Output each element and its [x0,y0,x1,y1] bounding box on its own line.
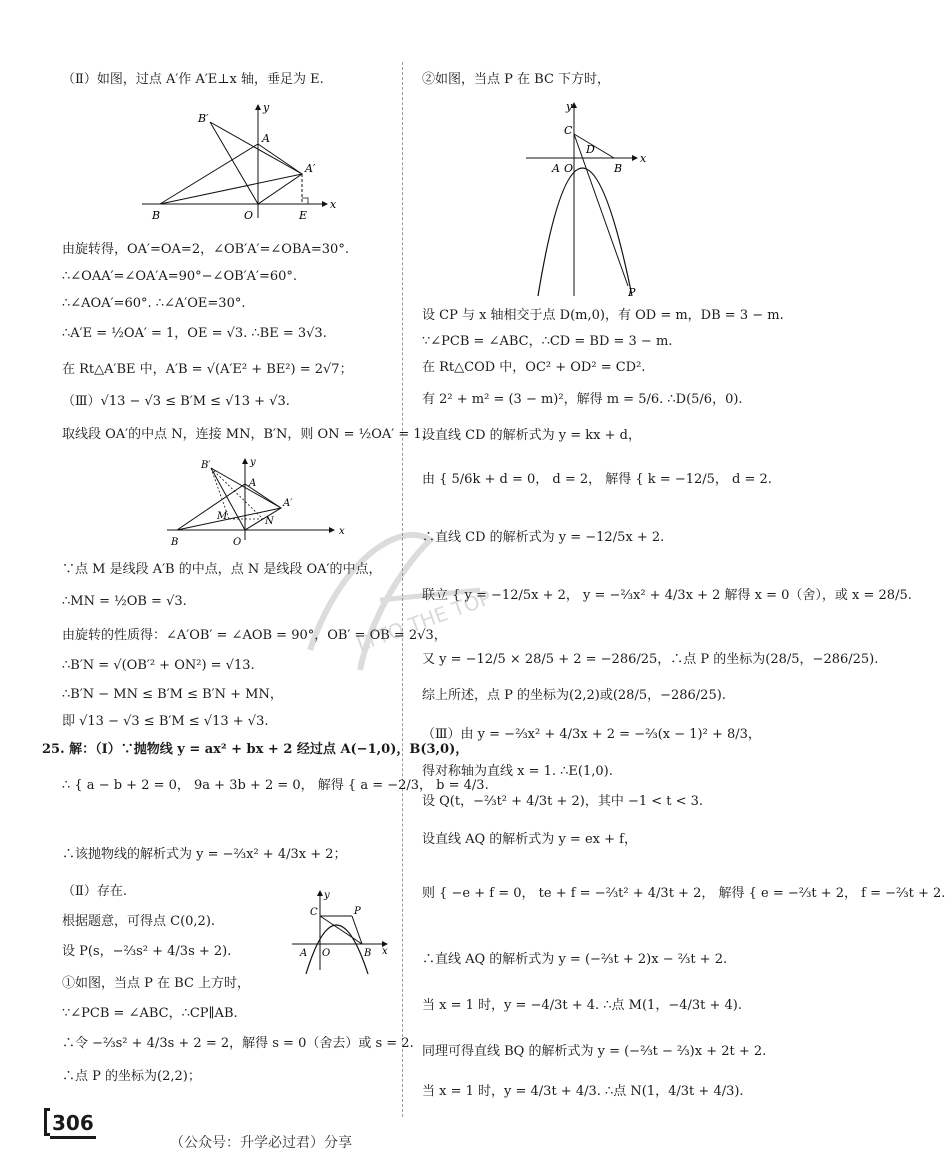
label-x: x [339,526,345,537]
text-line: 由旋转的性质得：∠A′OB′ = ∠AOB = 90°，OB′ = OB = 2√3， [62,628,447,643]
text-line: ①如图，当点 P 在 BC 上方时， [62,976,251,991]
text-line: 由旋转得，OA′=OA=2，∠OB′A′=∠OBA=30°. [62,242,349,257]
label-M: M [217,511,228,522]
label-A: A [249,478,257,489]
text-line: ∴该抛物线的解析式为 y = −⅔x² + 4/3x + 2； [62,847,347,862]
label-O: O [322,948,331,959]
text-line: （Ⅱ）如图，过点 A′作 A′E⊥x 轴，垂足为 E. [62,72,324,87]
text-line: ∵点 M 是线段 A′B 的中点，点 N 是线段 OA′的中点， [62,562,382,577]
text-line-system: 则 { −e + f = 0， te + f = −⅔t² + 4/3t + 2， 解得 { e = −⅔t + 2， f = −⅔t + 2. [422,886,945,901]
text-line: （Ⅱ）存在. [62,884,127,899]
label-A: A [300,948,308,959]
label-B: B [614,162,623,175]
text-line: 设 Q(t，−⅔t² + 4/3t + 2)，其中 −1 < t < 3. [422,794,704,809]
column-divider [402,62,403,1117]
text-line: 综上所述，点 P 的坐标为(2,2)或(28/5，−286/25). [422,688,726,703]
label-y: y [250,457,256,468]
problem-25-header: 25. 解：（Ⅰ）∵抛物线 y = ax² + bx + 2 经过点 A(−1,0)，B(3,0)， [42,742,469,757]
text-line: ∴直线 CD 的解析式为 y = −12/5x + 2. [422,530,665,545]
label-D: D [586,143,595,156]
label-A: A [552,162,560,175]
text-line: ∴令 −⅔s² + 4/3s + 2 = 2，解得 s = 0（舍去）或 s = 2. [62,1036,414,1051]
text-line-system: 联立 { y = −12/5x + 2， y = −⅔x² + 4/3x + 2 解得 x = 0（舍），或 x = 28/5. [422,588,912,603]
label-x: x [382,946,388,957]
text-line: 当 x = 1 时，y = 4/3t + 4/3. ∴点 N(1，4/3t + 4/3). [422,1084,744,1099]
text-line: 设直线 CD 的解析式为 y = kx + d， [422,428,641,443]
text-line: 得对称轴为直线 x = 1. ∴E(1,0). [422,764,613,779]
label-O: O [564,162,574,175]
text-line: 有 2² + m² = (3 − m)²，解得 m = 5/6. ∴D(5/6，0). [422,392,743,407]
label-B: B [171,537,179,548]
text-line: ∴直线 AQ 的解析式为 y = (−⅔t + 2)x − ⅔t + 2. [422,952,728,967]
text-line: ∴∠AOA′=60°. ∴∠A′OE=30°. [62,296,246,311]
figure-parabola-below [522,100,652,300]
label-O: O [244,209,254,222]
text-line: （Ⅲ）√13 − √3 ≤ B′M ≤ √13 + √3. [62,394,290,409]
text-line: 在 Rt△A′BE 中，A′B = √(A′E² + BE²) = 2√7； [62,362,353,377]
label-B1: B′ [201,460,211,471]
label-y: y [263,101,270,114]
text-line: 根据题意，可得点 C(0,2). [62,914,216,929]
text-line: 即 √13 − √3 ≤ B′M ≤ √13 + √3. [62,714,269,729]
text-line: ∴∠OAA′=∠OA′A=90°−∠OB′A′=60°. [62,269,298,284]
label-E: E [299,209,308,222]
text-line: 同理可得直线 BQ 的解析式为 y = (−⅔t − ⅔)x + 2t + 2. [422,1044,767,1059]
text-line: 当 x = 1 时，y = −4/3t + 4. ∴点 M(1，−4/3t + 4). [422,998,742,1013]
text-line: 在 Rt△COD 中，OC² + OD² = CD². [422,360,646,375]
label-A1: A′ [283,498,293,509]
text-line: 设直线 AQ 的解析式为 y = ex + f， [422,832,637,847]
figure-rotation-2 [167,456,367,552]
text-line-system: ∴ { a − b + 2 = 0， 9a + 3b + 2 = 0， 解得 { a = −2/3， b = 4/3. [62,778,489,793]
text-line: ②如图，当点 P 在 BC 下方时， [422,72,611,87]
text-line: 设 CP 与 x 轴相交于点 D(m,0)，有 OD = m，DB = 3 − m. [422,308,784,323]
text-line: ∴MN = ½OB = √3. [62,594,187,609]
label-B: B [364,948,372,959]
label-A: A [262,132,270,145]
label-A1: A′ [305,162,316,175]
label-C: C [310,907,318,918]
label-x: x [330,198,337,211]
label-B: B [152,209,161,222]
text-line: ∵∠PCB = ∠ABC，∴CP∥AB. [62,1006,238,1021]
text-line: 取线段 OA′的中点 N，连接 MN，B′N，则 ON = ½OA′ = 1， [62,427,435,442]
watermark-text: LYTO THE TOP [353,585,495,657]
text-line: 设 P(s，−⅔s² + 4/3s + 2). [62,944,232,959]
label-B1: B′ [198,112,209,125]
label-y: y [566,100,573,113]
text-line-system: 由 { 5/6k + d = 0， d = 2， 解得 { k = −12/5， d = 2. [422,472,772,487]
text-line: ∴点 P 的坐标为(2,2)； [62,1069,201,1084]
label-P: P [628,286,636,299]
text-line: ∴B′N = √(OB′² + ON²) = √13. [62,658,255,673]
page-number: 306 [50,1110,96,1139]
label-C: C [564,124,573,137]
label-y: y [324,890,330,901]
label-x: x [640,152,647,165]
text-line: 又 y = −12/5 × 28/5 + 2 = −286/25，∴点 P 的坐标为(28/5，−286/25). [422,652,879,667]
text-line: ∴A′E = ½OA′ = 1，OE = √3. ∴BE = 3√3. [62,326,327,341]
footer-note: （公众号：升学必过君）分享 [170,1135,352,1151]
text-line: ∴B′N − MN ≤ B′M ≤ B′N + MN， [62,687,283,702]
figure-parabola-above [290,890,390,974]
label-N: N [265,516,274,527]
text-line: （Ⅲ）由 y = −⅔x² + 4/3x + 2 = −⅔(x − 1)² + 8/3， [422,727,761,742]
label-P: P [354,906,361,917]
figure-rotation-1 [142,100,352,230]
label-O: O [233,537,242,548]
text-line: ∵∠PCB = ∠ABC，∴CD = BD = 3 − m. [422,334,673,349]
